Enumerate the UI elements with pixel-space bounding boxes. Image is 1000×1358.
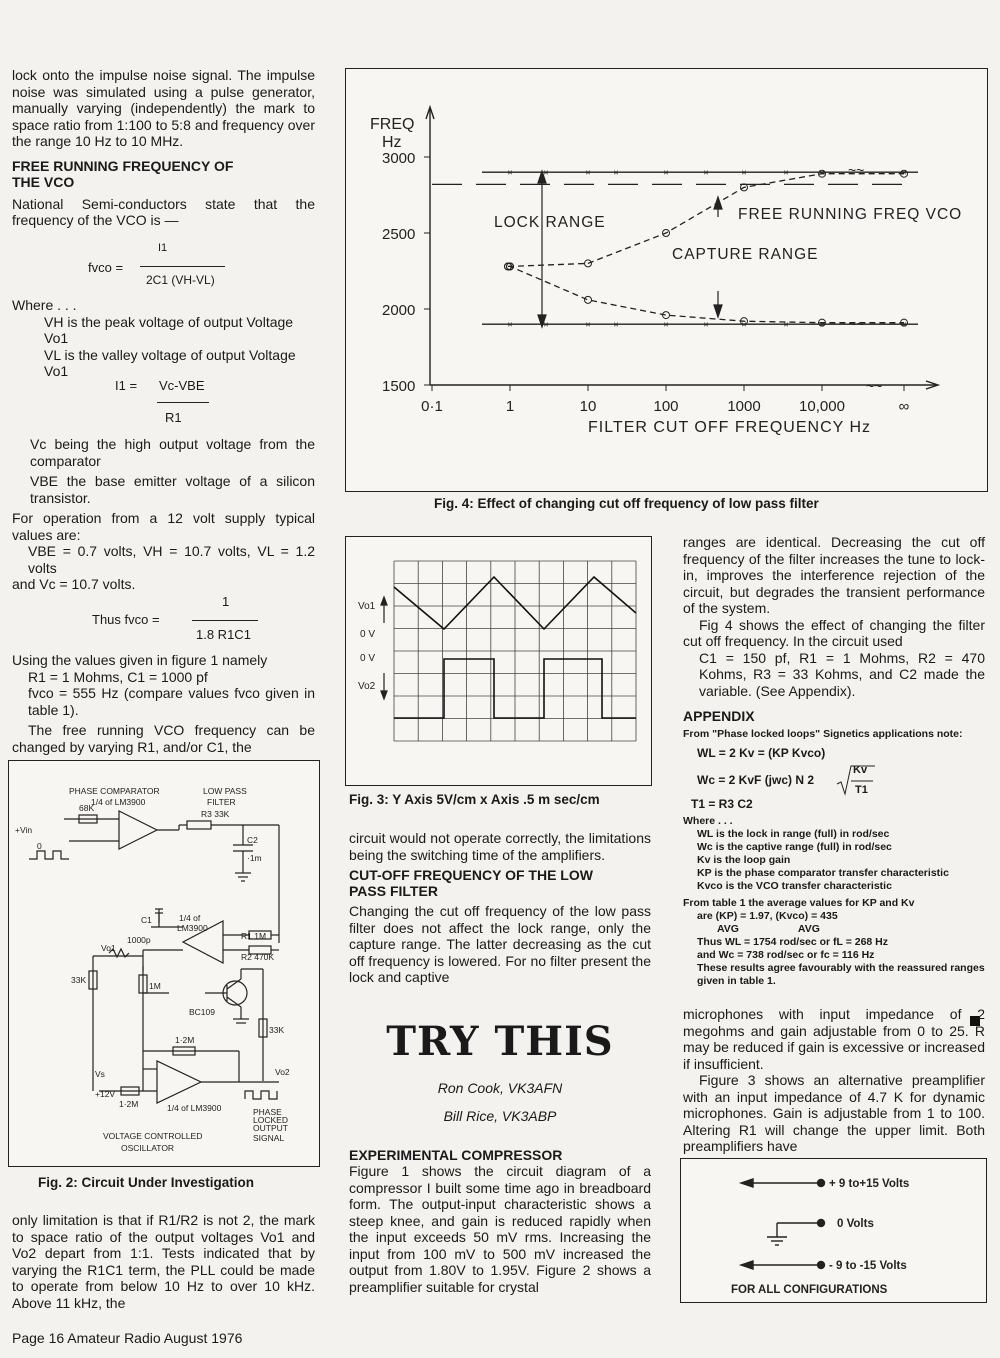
y-tick-label: 3000 [382, 150, 416, 167]
y-axis-label-2: Hz [382, 134, 402, 151]
svg-text:68K: 68K [79, 803, 95, 813]
fig3-caption: Fig. 3: Y Axis 5V/cm x Axis .5 m sec/cm [349, 792, 600, 807]
svg-text:OUTPUT: OUTPUT [253, 1123, 288, 1133]
data-point-x: × [901, 319, 907, 330]
data-point-x: × [543, 319, 549, 330]
equation-thus: Thus fvco = 1 1.8 R1C1 [92, 594, 292, 644]
y-axis-label-1: FREQ [370, 116, 415, 133]
svg-text:R1 1M: R1 1M [241, 931, 267, 941]
data-point-x: × [819, 167, 825, 178]
svg-text:1/4 of LM3900: 1/4 of LM3900 [167, 1103, 222, 1113]
x-tick-label: 1 [505, 398, 515, 415]
equation-fvco: fvco = I1 2C1 (VH-VL) [88, 254, 308, 294]
x-tick-label: 10,000 [799, 398, 845, 415]
axis-break-1: ~~ [848, 162, 865, 178]
y-ticks [382, 150, 430, 395]
data-point-x: × [585, 319, 591, 330]
svg-text:33K: 33K [71, 975, 87, 985]
compressor-text: EXPERIMENTAL COMPRESSOR Figure 1 shows the circuit diagram of a compressor I built some time ago in breadboard form. The output-input characteristic shows a steep knee, and gain is reduced rapidly when the input exceeds 50 mV rms. Increasing the input from 100 mV to 500 mV increased the output from 1.80V to 1.95V. Figure 2 shows a preamplifier suitable for crystal [349, 1147, 651, 1295]
svg-text:BC109: BC109 [189, 1007, 215, 1017]
x-tick-label: ∞ [898, 398, 910, 415]
data-point-x: × [783, 167, 789, 178]
svg-text:1/4 of LM3900: 1/4 of LM3900 [91, 797, 146, 807]
axis-break-2: ~~ [848, 316, 865, 332]
supply-box [680, 1158, 987, 1303]
svg-text:0 Volts: 0 Volts [837, 1218, 874, 1230]
x-tick-label: 0·1 [421, 398, 443, 415]
vco-heading: FREE RUNNING FREQUENCY OF THE VCO [12, 157, 234, 190]
svg-text:C2: C2 [247, 835, 258, 845]
cutoff-heading: CUT-OFF FREQUENCY OF THE LOW PASS FILTER [349, 867, 593, 899]
col1-text-lower: Using the values given in figure 1 namely R1 = 1 Mohms, C1 = 1000 pf fvco = 555 Hz (compare values fvco given in table 1). The free running VCO frequency can be changed by varying R1, and/or C1, the [12, 652, 315, 755]
fig3-scope-frame [345, 536, 652, 786]
vc-line: and Vc = 10.7 volts. [12, 576, 136, 592]
vbe-def: VBE the base emitter voltage of a silicon transistor. [30, 473, 315, 506]
appendix-block: From "Phase locked loops" Signetics applications note: WL = 2 Kv = (KP Kvco) Wc = 2 KvF (jwc) N 2 Kv T1 T1 = R3 C2 Where . . . WL is the lock in range (full) in rod/sec Wc is the captive range (full) in rod/sec Kv is the loop gain KP is the phase comparator transfer characteristic Kvco is the VCO transfer characteristic From table 1 the average values for KP and Kv are (KP) = 1.97, (Kvco) = 435 AVG AVG Thus WL = 1754 rod/sec or fL = 268 Hz and Wc = 738 rod/sec or fc = 116 Hz These results agree favourably with the reassured ranges given in table 1. [683, 728, 985, 987]
vco-paragraph: National Semi-conductors state that the frequency of the VCO is — [12, 195, 315, 228]
svg-text:1·2M: 1·2M [175, 1035, 195, 1045]
supply-diagram [681, 1159, 986, 1302]
x-axis-label: FILTER CUT OFF FREQUENCY Hz [588, 419, 872, 436]
data-point-x: × [703, 319, 709, 330]
page-footer: Page 16 Amateur Radio August 1976 [12, 1330, 243, 1346]
appendix-heading: APPENDIX [683, 708, 755, 724]
svg-text:+ 9 to+15 Volts: + 9 to+15 Volts [829, 1178, 910, 1190]
data-point-x: × [543, 167, 549, 178]
svg-text:FOR ALL CONFIGURATIONS: FOR ALL CONFIGURATIONS [731, 1284, 888, 1296]
fig2-circuit-frame [8, 760, 320, 1167]
compressor-heading: EXPERIMENTAL COMPRESSOR [349, 1147, 563, 1163]
svg-text:- 9 to -15 Volts: - 9 to -15 Volts [829, 1260, 907, 1272]
free-running-label: FREE RUNNING FREQ VCO [738, 206, 963, 223]
x-ticks [421, 385, 909, 415]
svg-text:FILTER: FILTER [207, 797, 236, 807]
svg-text:1000p: 1000p [127, 935, 151, 945]
data-point-x: × [507, 167, 513, 178]
data-point-x: × [819, 319, 825, 330]
data-point-x: × [613, 319, 619, 330]
x-tick-label: 100 [653, 398, 679, 415]
svg-text:33K: 33K [269, 1025, 285, 1035]
svg-text:PHASE COMPARATOR: PHASE COMPARATOR [69, 786, 160, 796]
col3-text: ranges are identical. Decreasing the cut off frequency of the filter increases the tune to lock-in, improves the interference rejection of the circuit, but degrades the transient performance of the system. Fig 4 shows the effect of changing the filter cut off frequency. In the circuit used C1 = 150 pf, R1 = 1 Mohms, R2 = 470 Kohms, R3 = 33 Kohms, and C2 made the variable. (See Appendix). [683, 534, 985, 699]
vl-def: VL is the valley voltage of output Voltage Vo1 [44, 346, 296, 379]
values-line: VBE = 0.7 volts, VH = 10.7 volts, VL = 1.2 volts [28, 543, 315, 576]
data-point-x: × [663, 167, 669, 178]
x-tick-label: 10 [579, 398, 597, 415]
axis-break-3: ~~ [866, 378, 883, 394]
fig4-caption: Fig. 4: Effect of changing cut off frequency of low pass filter [434, 496, 819, 511]
data-point-x: × [663, 319, 669, 330]
data-point-x: × [613, 167, 619, 178]
col2-text: circuit would not operate correctly, the limitations being the switching time of the amplifiers. CUT-OFF FREQUENCY OF THE LOW PASS FILTER Changing the cut off frequency of the low pass filter does not affect the lock range, only the capture range. The latter decreasing as the cut off frequency is lowered. For no filter present the lock and captive [349, 830, 651, 985]
svg-text:SIGNAL: SIGNAL [253, 1133, 285, 1143]
scope-trace [346, 537, 651, 785]
data-point-x: × [741, 319, 747, 330]
data-point-x: × [585, 167, 591, 178]
svg-text:R3 33K: R3 33K [201, 809, 230, 819]
fig4-chart-frame [345, 68, 988, 492]
author-2: Bill Rice, VK3ABP [443, 1108, 557, 1124]
svg-text:VOLTAGE CONTROLLED: VOLTAGE CONTROLLED [103, 1131, 203, 1141]
capture-range-label: CAPTURE RANGE [672, 246, 819, 263]
data-point-x: × [783, 319, 789, 330]
lock-range-label: LOCK RANGE [494, 214, 606, 231]
data-point-x: × [507, 319, 513, 330]
fig4-chart [346, 69, 987, 491]
data-point-circle [585, 296, 592, 303]
y-tick-label: 2000 [382, 302, 416, 319]
col1-text [12, 67, 315, 229]
svg-text:R2 470K: R2 470K [241, 952, 275, 962]
x-tick-label: 1000 [727, 398, 761, 415]
data-point-x: × [741, 167, 747, 178]
svg-text:+12V: +12V [95, 1089, 116, 1099]
svg-text:1/4 of: 1/4 of [179, 913, 201, 923]
svg-text:Vo2: Vo2 [358, 681, 376, 692]
svg-text:1·2M: 1·2M [119, 1099, 139, 1109]
fig2-caption: Fig. 2: Circuit Under Investigation [38, 1175, 255, 1190]
vh-def: VH is the peak voltage of output Voltage Vo1 [44, 313, 294, 346]
data-point-x: × [703, 167, 709, 178]
svg-text:+Vin: +Vin [15, 825, 33, 835]
col3-lower-text: microphones with input impedance of 2 megohms and gain adjustable from 0 to 25. R may be reduced if gain is excessive or increased if insufficient. Figure 3 shows an alternative preamplifier with an input impedance of 4.7 K for dynamic microphones. Gain is adjustable from 1 to 100. Altering R1 will change the upper limit. Both preamplifiers have [683, 1006, 985, 1154]
data-point-x: × [901, 167, 907, 178]
svg-text:OSCILLATOR: OSCILLATOR [121, 1143, 175, 1153]
author-1: Ron Cook, VK3AFN [437, 1080, 563, 1096]
svg-text:LOCKED: LOCKED [253, 1115, 288, 1125]
y-tick-label: 2500 [382, 226, 416, 243]
svg-text:0 V: 0 V [360, 629, 376, 640]
svg-text:C1: C1 [141, 915, 152, 925]
vc-vbe-block [12, 436, 315, 593]
supply-paragraph: For operation from a 12 volt supply typical values are: [12, 510, 315, 543]
svg-text:PHASE: PHASE [253, 1107, 282, 1117]
svg-text:0 V: 0 V [360, 653, 376, 664]
svg-text:Vo1: Vo1 [358, 601, 376, 612]
svg-text:0: 0 [37, 841, 42, 851]
svg-text:1M: 1M [149, 981, 161, 991]
svg-text:Vs: Vs [95, 1069, 105, 1079]
circuit-diagram [9, 761, 319, 1166]
y-tick-label: 1500 [382, 378, 416, 395]
sqrt-sign [835, 764, 875, 798]
svg-text:Vo2: Vo2 [275, 1067, 290, 1077]
vc-def: Vc being the high output voltage from the comparator [30, 436, 315, 469]
equation-i1: I1 = Vc-VBE R1 [115, 378, 235, 422]
svg-text:LM3900: LM3900 [177, 923, 208, 933]
svg-text:LOW PASS: LOW PASS [203, 786, 247, 796]
try-this-title: TRY THIS [386, 1018, 614, 1065]
where-block: Where . . . VH is the peak voltage of output Voltage Vo1 VL is the valley voltage of output Voltage Vo1 [12, 297, 315, 380]
capture-lower-curve [508, 266, 904, 322]
intro-paragraph: lock onto the impulse noise signal. The impulse noise was simulated using a pulse generator, manually varying (independently) the mark to space ratio from 1:100 to 5:8 and frequency over the range 10 Hz to 10 MHz. [12, 67, 315, 149]
svg-text:·1m: ·1m [247, 853, 262, 863]
svg-text:Vo1: Vo1 [101, 943, 116, 953]
col1-bottom-text: only limitation is that if R1/R2 is not 2, the mark to space ratio of the output voltages Vo1 and Vo2 depart from 1:1. Tests indicated that by varying the R1C1 term, the PLL could be made to operate from below 10 Hz to over 10 kHz. Above 11 kHz, the [12, 1212, 315, 1311]
